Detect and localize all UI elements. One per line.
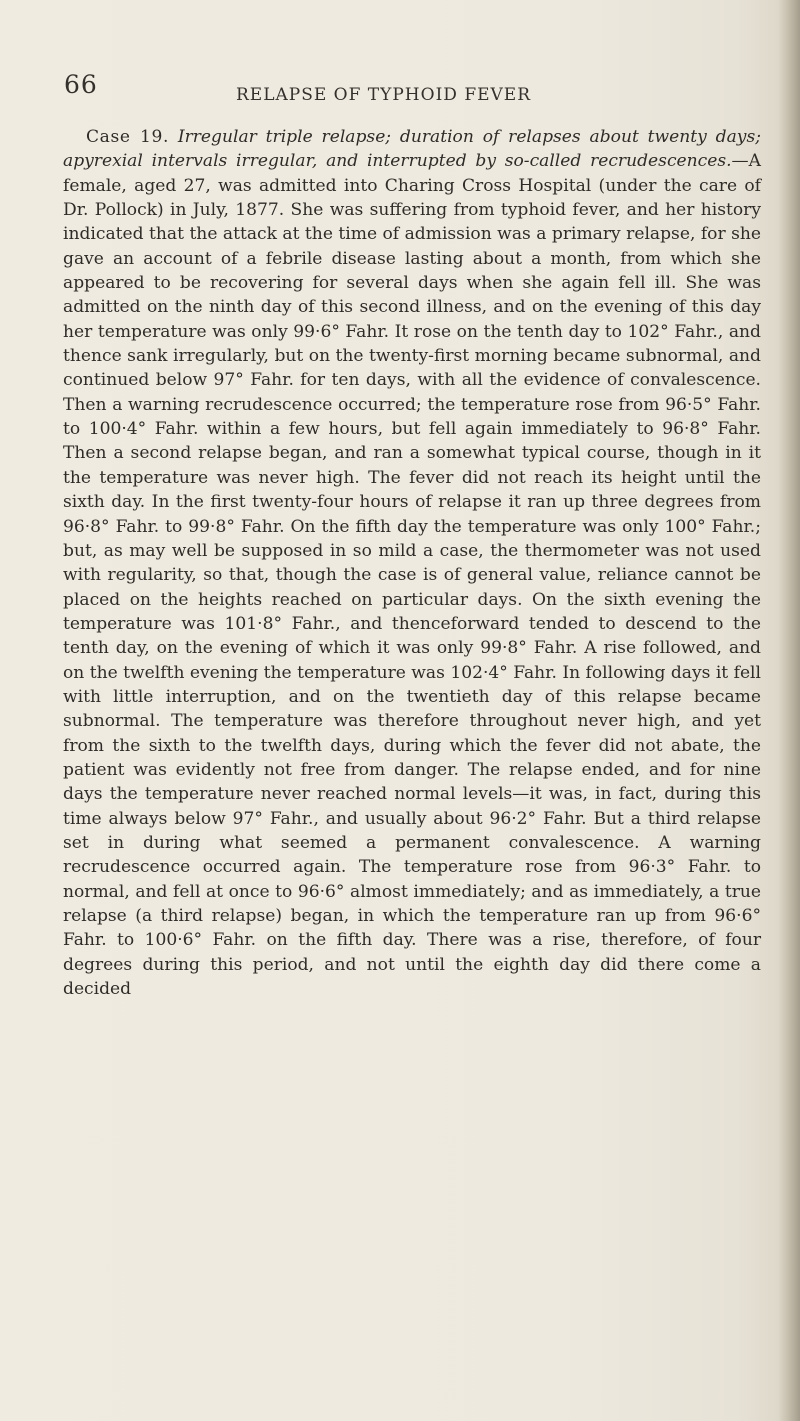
- case-number: Case 19.: [86, 127, 169, 147]
- page-number: 66: [64, 70, 98, 99]
- case-title: Irregular triple relapse; duration of relapses about twenty days; apyrexial intervals irregular, and interrupted by so-called recrudescences.: [63, 127, 761, 172]
- page-edge-shadow: [778, 0, 800, 1421]
- running-head: RELAPSE OF TYPHOID FEVER: [236, 85, 532, 105]
- case-body-text: —A female, aged 27, was admitted into Charing Cross Hospital (under the care of Dr. Pollock) in July, 1877. She was suffering from typhoid fever, and her history indicated that the attack at the time of admission was a primary relapse, for she gave an account of a febrile disease lasting about a month, from which she appeared to be recovering for several days when she again fell ill. She was admitted on the ninth day of this second illness, and on the evening of this day her temperature was only 99·6° Fahr. It rose on the tenth day to 102° Fahr., and thence sank irregularly, but on the twenty-first morning became subnormal, and continued below 97° Fahr. for ten days, with all the evidence of convalescence. Then a warning recrudescence occurred; the temperature rose from 96·5° Fahr. to 100·4° Fahr. within a few hours, but fell again immediately to 96·8° Fahr. Then a second relapse began, and ran a somewhat typical course, though in it the temperature was never high. The fever did not reach its height until the sixth day. In the first twenty-four hours of relapse it ran up three degrees from 96·8° Fahr. to 99·8° Fahr. On the fifth day the temperature was only 100° Fahr.; but, as may well be supposed in so mild a case, the thermometer was not used with regularity, so that, though the case is of general value, reliance cannot be placed on the heights reached on particular days. On the sixth evening the temperature was 101·8° Fahr., and thenceforward tended to descend to the tenth day, on the evening of which it was only 99·8° Fahr. A rise followed, and on the twelfth evening the temperature was 102·4° Fahr. In following days it fell with little interruption, and on the twentieth day of this relapse became subnormal. The temperature was therefore throughout never high, and yet from the sixth to the twelfth days, during which the fever did not abate, the patient was evidently not free from danger. The relapse ended, and for nine days the temperature never reached normal levels—it was, in fact, during this time always below 97° Fahr., and usually about 96·2° Fahr. But a third relapse set in during what seemed a permanent convalescence. A warning recrudescence occurred again. The temperature rose from 96·3° Fahr. to normal, and fell at once to 96·6° almost immediately; and as immediately, a true relapse (a third relapse) began, in which the temperature ran up from 96·6° Fahr. to 100·6° Fahr. on the fifth day. There was a rise, therefore, of four degrees during this period, and not until the eighth day did there come a decided: [63, 151, 761, 1000]
- case-paragraph: [63, 125, 761, 1001]
